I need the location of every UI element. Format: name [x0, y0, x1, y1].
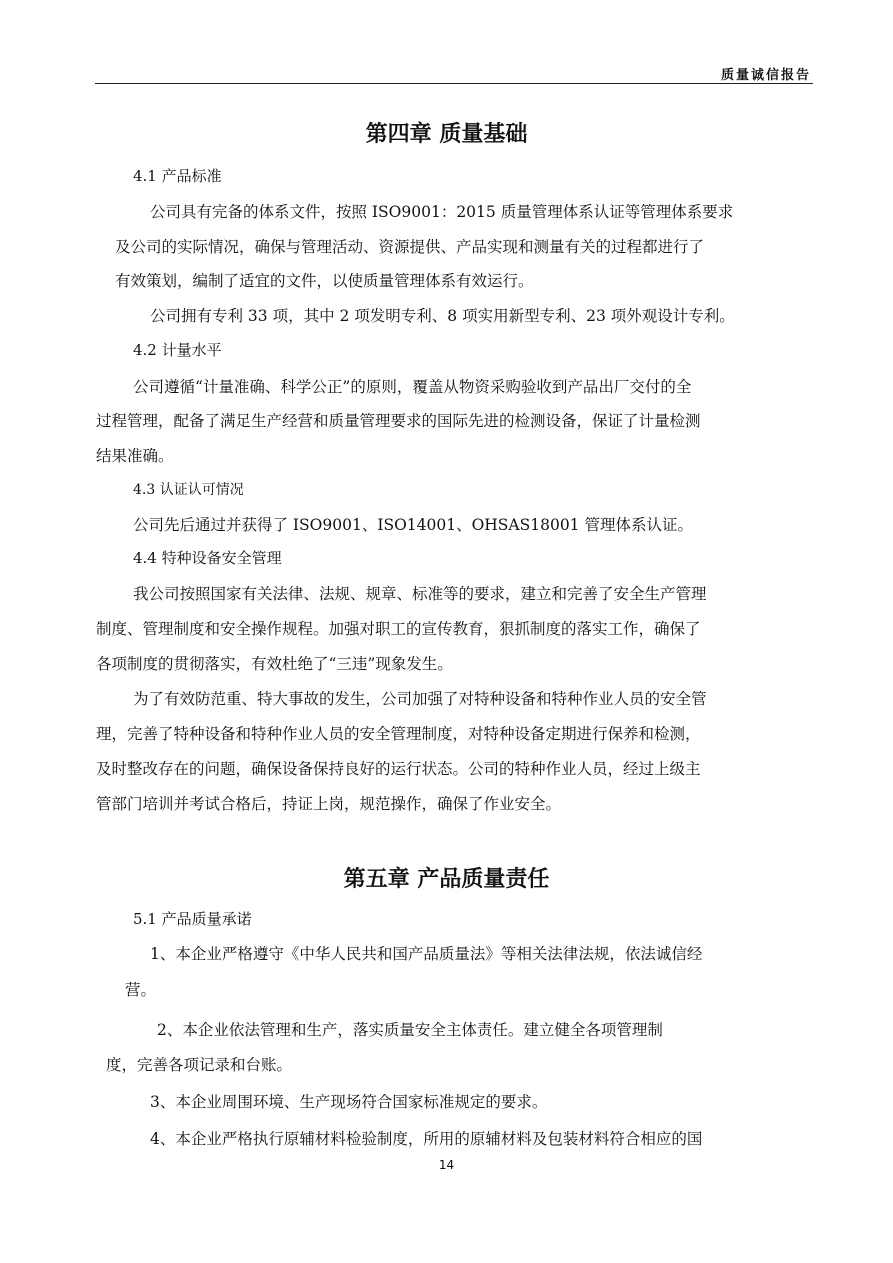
paragraph-line: 各项制度的贯彻落实，有效杜绝了“三违”现象发生。	[96, 655, 453, 673]
paragraph-line: 公司先后通过并获得了 ISO9001、ISO14001、OHSAS18001 管理体系认证。	[133, 516, 693, 534]
chapter5-title: 第五章 产品质量责任	[343, 867, 550, 892]
paragraph-line: 及时整改存在的问题，确保设备保持良好的运行状态。公司的特种作业人员，经过上级主	[96, 760, 701, 778]
list-item-line: 3、本企业周围环境、生产现场符合国家标准规定的要求。	[150, 1093, 548, 1111]
paragraph-line: 理，完善了特种设备和特种作业人员的安全管理制度，对特种设备定期进行保养和检测，	[96, 725, 701, 743]
paragraph-line: 公司拥有专利 33 项，其中 2 项发明专利、8 项实用新型专利、23 项外观设计专利。	[150, 307, 735, 325]
paragraph-line: 我公司按照国家有关法律、法规、规章、标准等的要求，建立和完善了安全生产管理	[133, 585, 707, 603]
chapter4-title: 第四章 质量基础	[365, 122, 528, 147]
paragraph-line: 有效策划，编制了适宜的文件，以使质量管理体系有效运行。	[115, 272, 534, 290]
page-number: 14	[438, 1158, 455, 1172]
paragraph-line: 过程管理，配备了满足生产经营和质量管理要求的国际先进的检测设备，保证了计量检测	[96, 412, 701, 430]
section-4-1-heading: 4.1 产品标准	[133, 167, 222, 185]
section-4-3-heading: 4.3 认证认可情况	[133, 482, 244, 498]
paragraph-line: 为了有效防范重、特大事故的发生，公司加强了对特种设备和特种作业人员的安全管	[133, 690, 707, 708]
section-4-2-heading: 4.2 计量水平	[133, 341, 222, 359]
section-5-1-heading: 5.1 产品质量承诺	[133, 910, 252, 928]
paragraph-line: 管部门培训并考试合格后，持证上岗，规范操作，确保了作业安全。	[96, 795, 562, 813]
header-rule	[95, 83, 813, 84]
list-item-line: 4、本企业严格执行原辅材料检验制度，所用的原辅材料及包装材料符合相应的国	[150, 1130, 703, 1148]
list-item-line: 1、本企业严格遵守《中华人民共和国产品质量法》等相关法律法规，依法诚信经	[150, 945, 703, 963]
paragraph-line: 公司具有完备的体系文件，按照 ISO9001：2015 质量管理体系认证等管理体系要求	[150, 203, 734, 221]
list-item-line: 度，完善各项记录和台账。	[106, 1056, 293, 1074]
list-item-line: 2、本企业依法管理和生产，落实质量安全主体责任。建立健全各项管理制	[157, 1021, 663, 1039]
list-item-line: 营。	[125, 981, 157, 999]
paragraph-line: 制度、管理制度和安全操作规程。加强对职工的宣传教育，狠抓制度的落实工作，确保了	[96, 620, 701, 638]
paragraph-line: 及公司的实际情况，确保与管理活动、资源提供、产品实现和测量有关的过程都进行了	[115, 238, 705, 256]
paragraph-line: 结果准确。	[96, 447, 174, 465]
section-4-4-heading: 4.4 特种设备安全管理	[133, 549, 282, 567]
page-header-title: 质量诚信报告	[720, 68, 811, 83]
paragraph-line: 公司遵循“计量准确、科学公正”的原则，覆盖从物资采购验收到产品出厂交付的全	[133, 378, 692, 396]
